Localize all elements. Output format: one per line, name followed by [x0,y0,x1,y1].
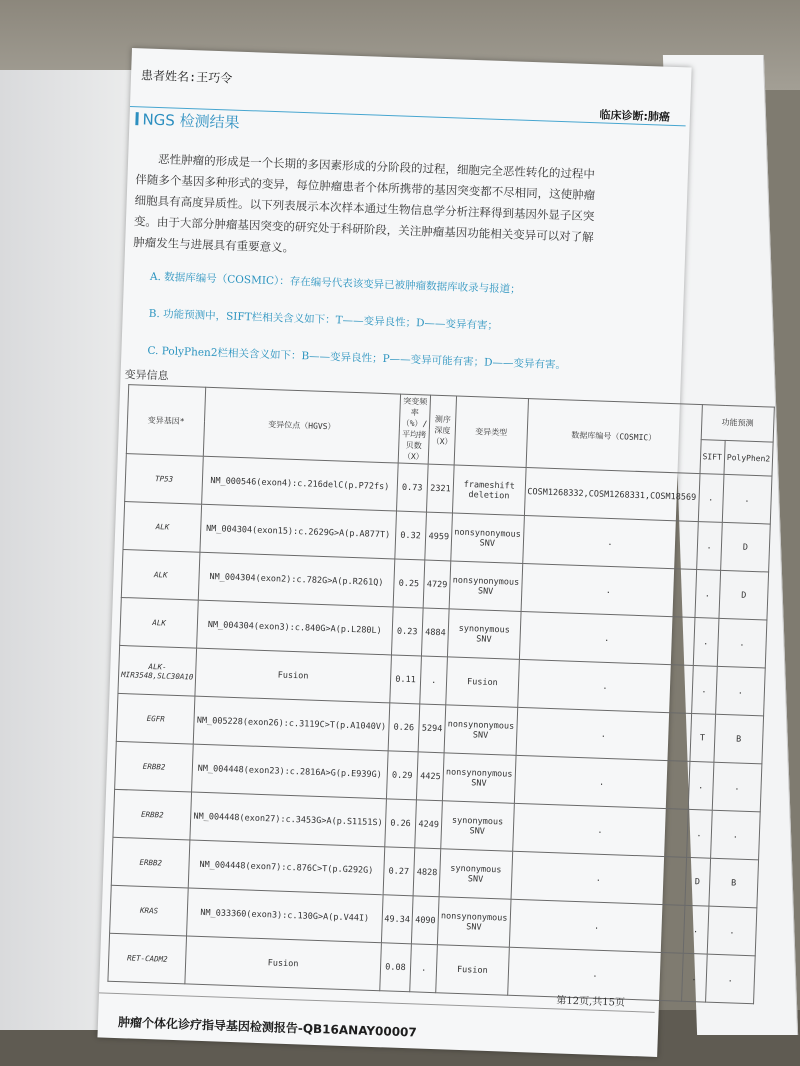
cell-gene: TP53 [125,454,204,505]
cell-polyphen: B [709,858,759,908]
cell-polyphen: . [707,906,757,956]
cell-polyphen: . [705,954,755,1004]
section-title-text: NGS 检测结果 [142,110,240,132]
cell-polyphen: D [720,522,770,572]
cell-hgvs: NM_005228(exon26):c.3119C>T(p.A1040V) [193,696,389,751]
cell-cosmic: COSM1268332,COSM1268331,COSM18569 [524,467,699,521]
cell-type: nonsynonymous SNV [444,705,517,755]
cell-gene: ALK-MIR3548,SLC30A10 [118,645,197,696]
cell-freq: 0.27 [383,847,415,896]
col-sift: SIFT [699,439,724,474]
col-polyphen: PolyPhen2 [724,440,774,476]
cell-cosmic: . [507,947,682,1001]
cell-cosmic: . [512,803,687,857]
cell-gene: ALK [121,549,200,600]
cell-sift: . [688,761,714,810]
cell-hgvs: NM_000546(exon4):c.216delC(p.P72fs) [202,456,398,511]
cell-cosmic: . [516,707,691,761]
cell-polyphen: . [712,762,762,812]
cell-type: nonsynonymous SNV [442,753,515,803]
cell-hgvs: NM_004304(exon15):c.2629G>A(p.A877T) [200,504,396,559]
cell-gene: ALK [123,502,202,553]
cell-type: frameshift deletion [453,465,526,515]
cell-depth: . [410,944,437,993]
cell-cosmic: . [521,563,696,617]
cell-polyphen: . [722,474,772,524]
cell-type: synonymous SNV [441,801,514,851]
cell-gene: EGFR [116,693,195,744]
cell-type: nonsynonymous SNV [449,561,522,611]
cell-depth: 5294 [418,704,445,753]
cell-gene: ERBB2 [115,741,194,792]
cell-sift: . [694,570,720,619]
cell-cosmic: . [519,611,694,665]
cell-sift: . [693,617,719,666]
cell-sift: . [691,665,717,714]
cell-hgvs: NM_004448(exon7):c.876C>T(p.G292G) [188,840,384,895]
cell-depth: 4425 [417,752,444,801]
col-cosmic: 数据库编号（COSMIC） [526,399,702,474]
report-page [97,48,771,1057]
section-title [135,108,240,133]
cell-freq: 0.26 [384,799,416,848]
col-type: 变异类型 [454,396,528,467]
col-gene: 变异基因* [126,385,206,457]
cell-depth: 4959 [425,512,452,561]
cell-gene: KRAS [110,885,189,936]
cell-hgvs: Fusion [185,936,381,991]
cell-sift: D [684,857,710,906]
clinical-diagnosis: 临床诊断:肺癌 [599,108,671,124]
cell-sift: . [681,953,707,1002]
cell-depth: 4249 [415,800,442,849]
cell-freq: 0.32 [394,511,426,560]
cell-sift: . [683,905,709,954]
patient-name: 患者姓名:王巧令 [140,68,233,86]
cell-freq: 0.73 [396,463,428,512]
cell-type: Fusion [446,657,519,707]
variant-table [107,384,775,1004]
cell-sift: . [686,809,712,858]
variant-table-body [108,454,772,1004]
cell-cosmic: . [511,851,686,905]
cell-cosmic: . [517,659,692,713]
cell-depth: 2321 [427,464,454,513]
cell-cosmic: . [522,515,697,569]
cell-hgvs: NM_004304(exon2):c.782G>A(p.R261Q) [199,552,395,607]
col-hgvs: 变异位点（HGVS） [204,387,401,463]
cell-type: synonymous SNV [448,609,521,659]
cell-hgvs: NM_004448(exon23):c.2816A>G(p.E939G) [192,744,388,799]
notes-list [146,269,600,396]
note-a: A. 数据库编号（COSMIC）：存在编号代表该变异已被肿瘤数据库收录与报道； [149,270,521,296]
cell-freq: 0.26 [388,703,420,752]
cell-freq: 0.23 [391,607,423,656]
cell-type: synonymous SNV [439,849,512,899]
cell-hgvs: NM_004304(exon3):c.840G>A(p.L280L) [197,600,393,655]
col-depth: 测序深度（X） [428,395,456,465]
cell-polyphen: . [717,618,767,668]
cell-cosmic: . [514,755,689,809]
cell-polyphen: . [715,666,765,716]
cell-gene: RET-CADM2 [108,933,187,984]
cell-cosmic: . [509,899,684,953]
cell-sift: . [696,522,722,571]
cell-freq: 49.34 [381,895,413,944]
col-func: 功能预测 [701,405,775,442]
note-c: C. PolyPhen2栏相关含义如下：B——变异良性；P——变异可能有害；D——变异有害。 [147,344,567,372]
col-freq: 突变频率（%）/平均拷贝数（X） [398,394,431,464]
cell-gene: ERBB2 [113,789,192,840]
report-title: 肿瘤个体化诊疗指导基因检测报告-QB16ANAY00007 [117,1015,417,1040]
title-bar-icon [135,112,138,125]
cell-freq: 0.29 [386,751,418,800]
cell-freq: 0.11 [389,655,421,704]
cell-type: nonsynonymous SNV [437,897,510,947]
cell-type: nonsynonymous SNV [451,513,524,563]
cell-hgvs: NM_033360(exon3):c.130G>A(p.V44I) [187,888,383,943]
note-b: B. 功能预测中，SIFT栏相关含义如下：T——变异良性；D——变异有害； [148,307,499,332]
cell-gene: ERBB2 [111,837,190,888]
cell-hgvs: Fusion [195,648,391,703]
cell-freq: 0.25 [393,559,425,608]
cell-gene: ALK [120,597,199,648]
cell-depth: 4729 [423,560,450,609]
cell-sift: . [698,474,724,523]
cell-sift: T [689,713,715,762]
table-title: 变异信息 [124,367,169,383]
page-number: 第12页,共15页 [556,995,626,1009]
cell-depth: 4884 [422,608,449,657]
cell-polyphen: D [719,570,769,620]
cell-polyphen: B [714,714,764,764]
intro-paragraph: 恶性肿瘤的形成是一个长期的多因素形成的分阶段的过程，细胞完全恶性转化的过程中伴随多个基因多种形式的变异，每位肿瘤患者个体所携带的基因突变都不尽相同，这使肿瘤细胞具有高度异质性。以下列表展示本次样本通过生物信息学分析注释得到基因外显子区突变。由于大部分肿瘤基因突变的研究处于科研阶段，关注肿瘤基因功能相关变异可以对了解肿瘤发生与进展具有重要意义。 [132,151,596,255]
cell-depth: . [420,656,447,705]
cell-freq: 0.08 [379,943,411,992]
cell-depth: 4090 [412,896,439,945]
cell-type: Fusion [436,945,509,995]
cell-hgvs: NM_004448(exon27):c.3453G>A(p.S1151S) [190,792,386,847]
cell-polyphen: . [710,810,760,860]
cell-depth: 4828 [413,848,440,897]
